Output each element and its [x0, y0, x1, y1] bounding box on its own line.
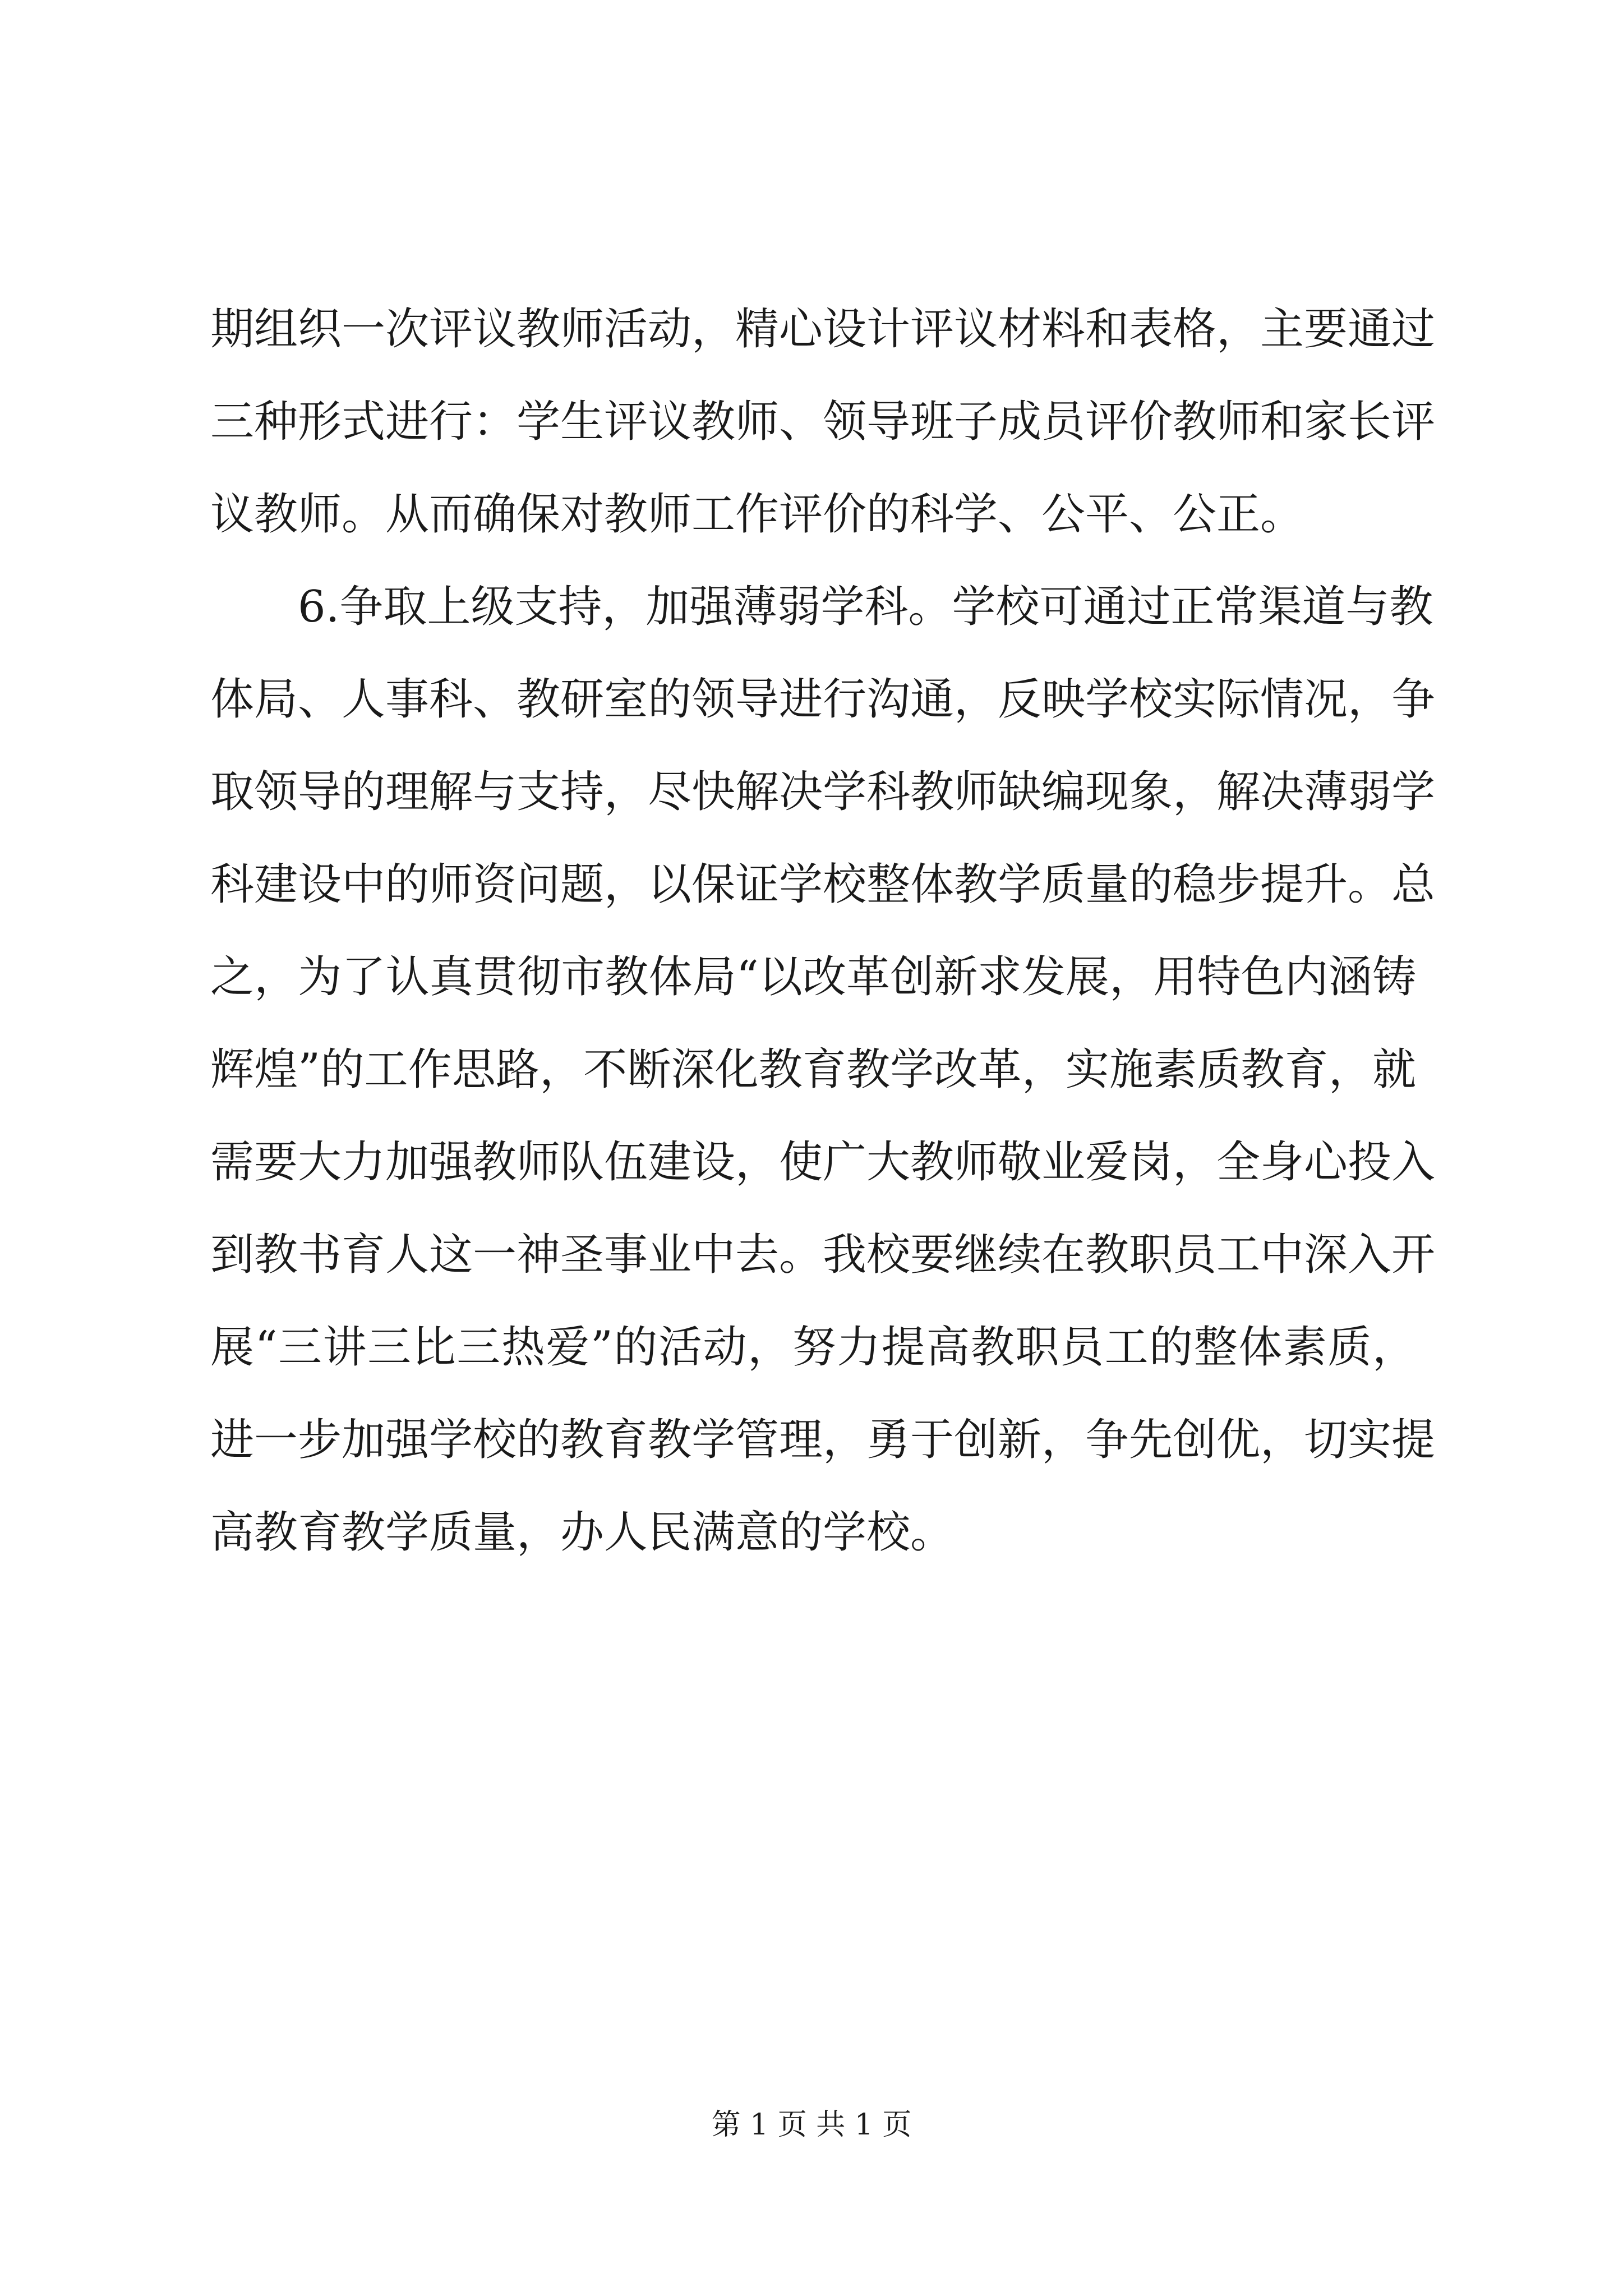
text-line: 进一步加强学校的教育教学管理，勇于创新，争先创优，切实提 — [210, 1415, 1436, 1465]
text-line: 辉煌”的工作思路，不断深化教育教学改革，实施素质教育，就 — [210, 1045, 1416, 1095]
document-body — [210, 283, 1436, 1579]
text-line: 三种形式进行：学生评议教师、领导班子成员评价教师和家长评 — [210, 397, 1436, 447]
text-line: 需要大力加强教师队伍建设，使广大教师敬业爱岗，全身心投入 — [210, 1137, 1436, 1188]
text-line: 取领导的理解与支持，尽快解决学科教师缺编现象，解决薄弱学 — [210, 767, 1436, 817]
text-line: 体局、人事科、教研室的领导进行沟通，反映学校实际情况，争 — [210, 674, 1436, 725]
text-line: 之，为了认真贯彻市教体局“以改革创新求发展，用特色内涵铸 — [210, 952, 1416, 1002]
text-line: 期组织一次评议教师活动，精心设计评议材料和表格，主要通过 — [210, 304, 1436, 355]
text-line: 到教书育人这一神圣事业中去。我校要继续在教职员工中深入开 — [210, 1230, 1436, 1280]
text-line: 议教师。从而确保对教师工作评价的科学、公平、公正。 — [210, 489, 1304, 540]
text-line: 高教育教学质量，办人民满意的学校。 — [210, 1507, 955, 1558]
page-footer: 第 1 页 共 1 页 — [711, 2108, 912, 2142]
text-line: 展“三讲三比三热爱”的活动，努力提高教职员工的整体素质， — [210, 1322, 1416, 1373]
text-line: 科建设中的师资问题，以保证学校整体教学质量的稳步提升。总 — [210, 859, 1436, 910]
text-line: 6.争取上级支持，加强薄弱学科。学校可通过正常渠道与教 — [298, 582, 1433, 632]
